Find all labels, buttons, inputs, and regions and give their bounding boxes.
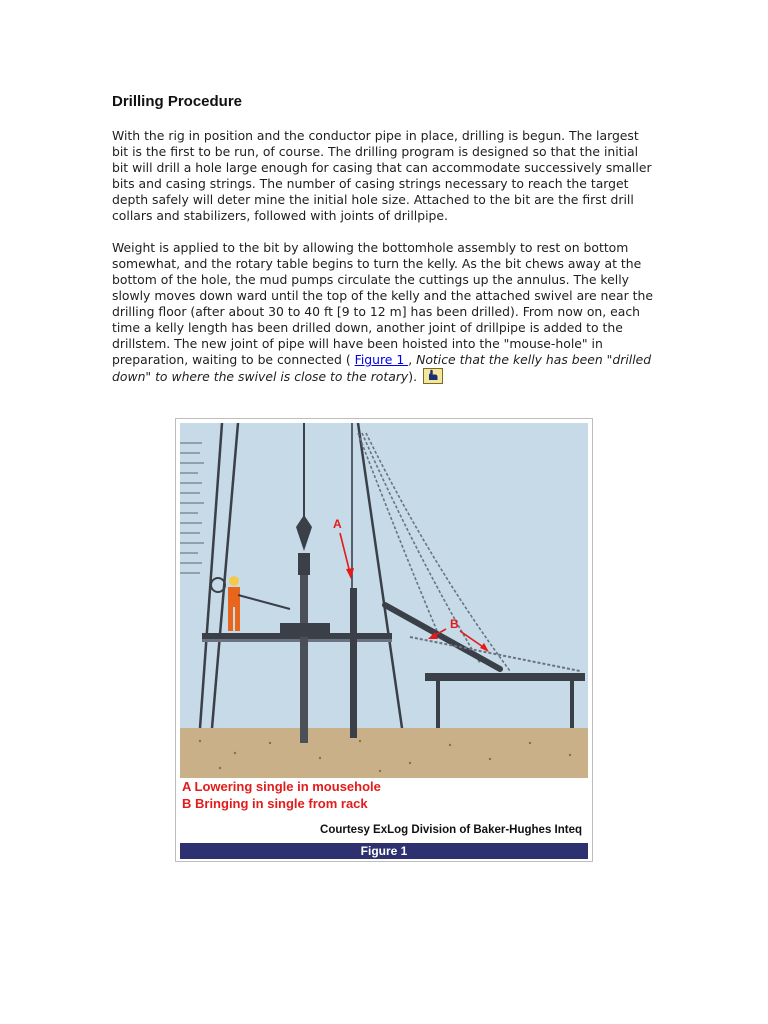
paragraph-intro: With the rig in position and the conductor pipe in place, drilling is begun. The largest bit is the first to be run, of course. The drilling program is designed so that the initial bit will drill a hole large enough for casing that can accommodate successively smaller bits and casing strings. The number of casing strings necessary to reach the target depth safely will deter mine the initial hole size. Attached to the bit are the first drill collars and stabilizers, followed with joints of drillpipe. <box>112 128 652 223</box>
label-a: A <box>333 517 342 531</box>
paragraph-procedure-text: Weight is applied to the bit by allowing the bottomhole assembly to rest on bottom somewhat, and the rotary table begins to turn the kelly. As the bit chews away at the bottom of the hole, the mud pumps circulate the cuttings up the annulus. The kelly slowly moves down ward until the top of the kelly and the attached swivel are near the drilling floor (after about 30 to 40 ft [9 to 12 m] has been drilled). From now on, each time a kelly length has been drilled down, another joint of drillpipe is added to the drillstem. The new joint of pipe will have been hoisted into the "mouse-hole" in preparation, waiting to be connected ( <box>112 240 653 367</box>
paragraph-italic-note: Notice that the kelly has been "drilled down" to where the swivel is close to the rotary <box>112 352 652 384</box>
label-b: B <box>450 617 459 631</box>
legend-b: B Bringing in single from rack <box>182 796 368 811</box>
figure-caption: Figure 1 <box>180 843 588 859</box>
figure-1-link[interactable]: Figure 1 <box>354 352 409 367</box>
paragraph-comma: , <box>408 352 417 367</box>
hand-pointer-icon[interactable] <box>423 368 443 384</box>
figure-1 <box>175 418 593 862</box>
paragraph-procedure <box>112 240 657 385</box>
paragraph-closing: ). <box>408 369 421 384</box>
figure-credit: Courtesy ExLog Division of Baker-Hughes Inteq <box>320 824 582 836</box>
legend-a: A Lowering single in mousehole <box>182 779 381 794</box>
page-title: Drilling Procedure <box>112 93 243 110</box>
